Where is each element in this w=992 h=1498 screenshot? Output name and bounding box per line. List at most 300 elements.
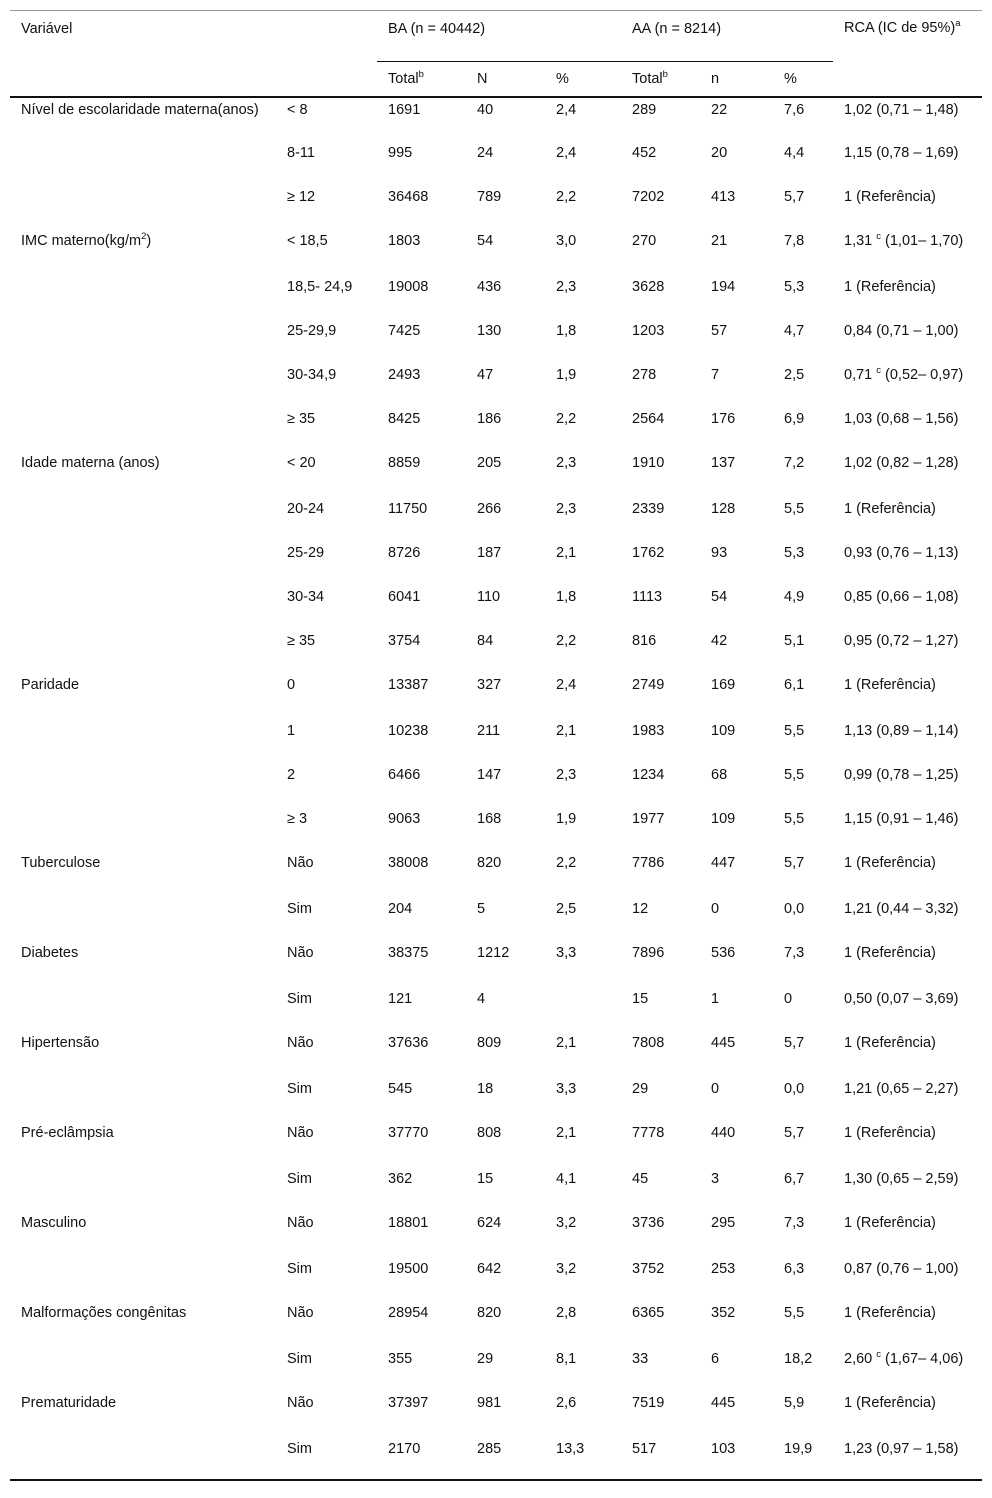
cell-ba-pct: 1,8 (556, 322, 577, 339)
cell-aa-pct: 6,7 (784, 1170, 805, 1187)
cell-ba-n: 820 (477, 854, 502, 871)
cell-aa-total: 3628 (632, 278, 665, 295)
cell-aa-n: 54 (711, 588, 728, 605)
rca-text: (1,67– 4,06) (881, 1350, 964, 1367)
cell-ba-total: 18801 (388, 1214, 429, 1231)
cell-ba-pct: 3,2 (556, 1260, 577, 1277)
cell-ba-pct: 2,1 (556, 1124, 577, 1141)
cell-aa-pct: 7,2 (784, 454, 805, 471)
cell-ba-total: 355 (388, 1350, 413, 1367)
cell-aa-total: 1910 (632, 454, 665, 471)
header-aa-total-text: Total (632, 71, 663, 87)
cell-aa-total: 278 (632, 366, 657, 383)
cell-aa-n: 445 (711, 1034, 736, 1051)
header-aa-total (621, 62, 700, 97)
cell-category: < 8 (287, 101, 308, 118)
cell-ba-n: 266 (477, 500, 502, 517)
cell-rca (833, 541, 982, 585)
rca-text: 0,85 (0,66 – 1,08) (844, 588, 959, 605)
cell-variable (10, 1437, 276, 1480)
cell-category: Não (287, 1124, 314, 1141)
cell-ba-total: 3754 (388, 632, 421, 649)
variable-text: Diabetes (21, 944, 79, 961)
cell-aa-total: 816 (632, 632, 657, 649)
cell-variable (10, 1167, 276, 1211)
cell-aa-n: 128 (711, 500, 736, 517)
cell-ba-n: 187 (477, 544, 502, 561)
rca-text: 1 (Referência) (844, 278, 936, 295)
cell-aa-n: 68 (711, 766, 728, 783)
cell-category: 25-29,9 (287, 322, 337, 339)
rca-text: 0,99 (0,78 – 1,25) (844, 766, 959, 783)
rca-sup: c (876, 230, 881, 242)
rca-text: 1 (Referência) (844, 854, 936, 871)
cell-variable (10, 497, 276, 541)
cell-ba-pct: 1,9 (556, 366, 577, 383)
cell-variable (10, 585, 276, 629)
cell-aa-total: 452 (632, 144, 657, 161)
cell-aa-total: 7778 (632, 1124, 665, 1141)
cell-aa-total: 1203 (632, 322, 665, 339)
cell-aa-n: 6 (711, 1350, 720, 1367)
cell-ba-total: 37636 (388, 1034, 429, 1051)
cell-rca (833, 807, 982, 851)
cell-aa-n: 57 (711, 322, 728, 339)
table-row (10, 1121, 982, 1167)
rca-value: 1,31 (844, 232, 877, 249)
cell-category: 1 (287, 722, 296, 739)
cell-aa-n: 440 (711, 1124, 736, 1141)
cell-aa-pct: 5,7 (784, 188, 805, 205)
cell-ba-pct: 2,1 (556, 1034, 577, 1051)
variable-text: IMC materno(kg/m (21, 232, 142, 249)
header-aa-pct: % (773, 62, 833, 97)
cell-ba-n: 186 (477, 410, 502, 427)
cell-category: Não (287, 1394, 314, 1411)
cell-aa-pct: 7,6 (784, 101, 805, 118)
cell-rca (833, 629, 982, 673)
cell-ba-pct: 1,8 (556, 588, 577, 605)
cell-rca (833, 719, 982, 763)
header-rca (833, 11, 982, 97)
cell-category: Não (287, 854, 314, 871)
table-row (10, 1301, 982, 1347)
cell-aa-pct: 6,9 (784, 410, 805, 427)
cell-ba-total: 6466 (388, 766, 421, 783)
table-container (10, 10, 982, 1481)
rca-text: 1 (Referência) (844, 1124, 936, 1141)
cell-ba-pct: 2,3 (556, 766, 577, 783)
cell-category: < 18,5 (287, 232, 328, 249)
cell-ba-pct: 13,3 (545, 1437, 621, 1480)
data-table (10, 10, 982, 1481)
cell-aa-n: 42 (711, 632, 728, 649)
cell-rca (833, 141, 982, 185)
rca-text: 0,87 (0,76 – 1,00) (844, 1260, 959, 1277)
cell-variable (10, 763, 276, 807)
cell-category: Sim (287, 990, 312, 1007)
cell-variable (10, 807, 276, 851)
header-blank-2 (276, 62, 377, 97)
cell-aa-pct: 5,9 (784, 1394, 805, 1411)
variable-text: Tuberculose (21, 854, 101, 871)
table-row (10, 1391, 982, 1437)
cell-aa-n: 0 (711, 900, 720, 917)
cell-ba-n: 809 (477, 1034, 502, 1051)
cell-aa-total: 7808 (632, 1034, 665, 1051)
table-row (10, 451, 982, 497)
cell-ba-pct: 2,4 (556, 676, 577, 693)
table-row (10, 1167, 982, 1211)
variable-text: Pré-eclâmpsia (21, 1124, 114, 1141)
rca-text: 1,02 (0,71 – 1,48) (844, 101, 959, 118)
cell-rca (833, 363, 982, 407)
cell-variable (10, 897, 276, 941)
cell-category: Sim (276, 1437, 377, 1480)
cell-rca (833, 897, 982, 941)
cell-ba-n: 642 (477, 1260, 502, 1277)
header-ba-pct: % (545, 62, 621, 97)
cell-rca (833, 1347, 982, 1391)
cell-category: 8-11 (287, 144, 315, 161)
cell-category: 18,5- 24,9 (287, 278, 353, 295)
cell-ba-pct: 1,9 (556, 810, 577, 827)
cell-ba-n: 168 (477, 810, 502, 827)
cell-variable (10, 1077, 276, 1121)
table-row (10, 497, 982, 541)
cell-ba-pct: 2,2 (556, 188, 577, 205)
cell-variable (10, 319, 276, 363)
header-ba-total-sup: b (418, 69, 424, 80)
cell-rca (833, 941, 982, 987)
cell-aa-total: 7786 (632, 854, 665, 871)
table-row (10, 185, 982, 229)
cell-rca (833, 1167, 982, 1211)
cell-variable (10, 851, 276, 897)
cell-rca (833, 851, 982, 897)
cell-variable (10, 363, 276, 407)
cell-variable (10, 1301, 276, 1347)
cell-ba-n: 29 (477, 1350, 494, 1367)
cell-aa-pct: 0,0 (784, 1080, 805, 1097)
cell-ba-total: 7425 (388, 322, 421, 339)
cell-aa-total: 1977 (632, 810, 665, 827)
cell-aa-n: 194 (711, 278, 736, 295)
table-row (10, 319, 982, 363)
header-aa-total-sup: b (662, 69, 668, 80)
cell-aa-total: 270 (632, 232, 657, 249)
cell-ba-pct: 2,8 (556, 1304, 577, 1321)
cell-aa-n: 176 (711, 410, 736, 427)
cell-aa-n: 103 (700, 1437, 773, 1480)
cell-aa-pct: 4,4 (784, 144, 805, 161)
rca-sup: c (876, 364, 881, 376)
cell-aa-n: 137 (711, 454, 736, 471)
cell-variable (10, 1211, 276, 1257)
cell-aa-total: 7896 (632, 944, 665, 961)
cell-category: Sim (287, 1350, 312, 1367)
cell-category: Não (287, 944, 314, 961)
cell-variable (10, 97, 276, 141)
table-row (10, 541, 982, 585)
cell-rca (833, 1031, 982, 1077)
rca-text: 1,23 (0,97 – 1,58) (844, 1440, 959, 1457)
cell-rca (833, 585, 982, 629)
table-row (10, 97, 982, 141)
cell-ba-pct: 3,0 (556, 232, 577, 249)
table-row (10, 407, 982, 451)
cell-aa-total: 29 (632, 1080, 649, 1097)
cell-aa-pct: 2,5 (784, 366, 805, 383)
cell-ba-total: 9063 (388, 810, 421, 827)
cell-variable (10, 1031, 276, 1077)
table-body (10, 97, 982, 1480)
cell-aa-total: 7202 (632, 188, 665, 205)
cell-category: Sim (287, 900, 312, 917)
cell-ba-n: 40 (477, 101, 494, 118)
cell-ba-total: 19008 (388, 278, 429, 295)
cell-variable (10, 451, 276, 497)
cell-aa-n: 295 (711, 1214, 736, 1231)
cell-rca (833, 1077, 982, 1121)
rca-text: 0,84 (0,71 – 1,00) (844, 322, 959, 339)
table-row (10, 141, 982, 185)
cell-ba-n: 84 (477, 632, 494, 649)
cell-aa-n: 109 (711, 722, 736, 739)
cell-category: 30-34,9 (287, 366, 337, 383)
table-row (10, 229, 982, 275)
cell-aa-n: 93 (711, 544, 728, 561)
rca-text: 1,15 (0,91 – 1,46) (844, 810, 959, 827)
cell-aa-pct: 5,5 (784, 1304, 805, 1321)
cell-rca (833, 185, 982, 229)
rca-text: 1 (Referência) (844, 676, 936, 693)
table-row (10, 1347, 982, 1391)
table-row (10, 1077, 982, 1121)
cell-rca (833, 497, 982, 541)
table-row (10, 275, 982, 319)
cell-variable (10, 719, 276, 763)
table-row (10, 897, 982, 941)
cell-rca (833, 1211, 982, 1257)
cell-rca (833, 987, 982, 1031)
cell-aa-n: 22 (711, 101, 728, 118)
cell-ba-n: 1212 (477, 944, 510, 961)
cell-variable (10, 941, 276, 987)
cell-aa-pct: 18,2 (784, 1350, 813, 1367)
cell-variable (10, 407, 276, 451)
cell-aa-pct: 6,3 (784, 1260, 805, 1277)
table-row (10, 363, 982, 407)
header-aa: AA (n = 8214) (621, 11, 833, 62)
cell-ba-n: 15 (477, 1170, 494, 1187)
cell-ba-n: 147 (477, 766, 502, 783)
cell-aa-n: 7 (711, 366, 720, 383)
cell-aa-n: 21 (711, 232, 728, 249)
cell-rca (833, 1257, 982, 1301)
cell-category: < 20 (287, 454, 316, 471)
cell-aa-pct: 5,5 (784, 500, 805, 517)
cell-ba-total: 8425 (388, 410, 421, 427)
cell-ba-total: 8726 (388, 544, 421, 561)
cell-ba-total: 2170 (377, 1437, 466, 1480)
cell-aa-pct: 0 (784, 990, 793, 1007)
cell-ba-pct: 2,6 (556, 1394, 577, 1411)
cell-aa-total: 45 (632, 1170, 649, 1187)
cell-ba-total: 10238 (388, 722, 429, 739)
cell-aa-total: 3736 (632, 1214, 665, 1231)
rca-text: 0,93 (0,76 – 1,13) (844, 544, 959, 561)
cell-aa-n: 0 (711, 1080, 720, 1097)
cell-aa-pct: 5,5 (784, 722, 805, 739)
cell-aa-total: 1983 (632, 722, 665, 739)
cell-ba-total: 8859 (388, 454, 421, 471)
cell-ba-n: 130 (477, 322, 502, 339)
cell-category: 0 (287, 676, 296, 693)
cell-ba-total: 36468 (388, 188, 429, 205)
cell-aa-pct: 5,7 (784, 1034, 805, 1051)
cell-variable (10, 541, 276, 585)
rca-text: 1,03 (0,68 – 1,56) (844, 410, 959, 427)
cell-ba-total: 995 (388, 144, 413, 161)
cell-aa-n: 253 (711, 1260, 736, 1277)
cell-category: Não (287, 1034, 314, 1051)
cell-category: ≥ 12 (287, 188, 316, 205)
rca-text: 0,95 (0,72 – 1,27) (844, 632, 959, 649)
header-variavel: Variável (10, 11, 276, 62)
cell-aa-total: 12 (632, 900, 649, 917)
rca-text: 1,13 (0,89 – 1,14) (844, 722, 959, 739)
cell-ba-pct: 2,3 (556, 500, 577, 517)
table-row (10, 763, 982, 807)
cell-ba-pct: 2,2 (556, 632, 577, 649)
cell-ba-n: 624 (477, 1214, 502, 1231)
rca-text: 1 (Referência) (844, 188, 936, 205)
cell-ba-n: 808 (477, 1124, 502, 1141)
variable-tail: ) (146, 232, 152, 249)
cell-rca (833, 451, 982, 497)
cell-ba-pct: 2,3 (556, 278, 577, 295)
rca-text: 1,21 (0,65 – 2,27) (844, 1080, 959, 1097)
cell-ba-total: 11750 (388, 500, 428, 517)
table-row (10, 719, 982, 763)
cell-ba-n: 820 (477, 1304, 502, 1321)
cell-ba-n: 54 (477, 232, 494, 249)
rca-text: 1 (Referência) (844, 500, 936, 517)
table-row (10, 585, 982, 629)
cell-rca (833, 673, 982, 719)
cell-aa-n: 169 (711, 676, 736, 693)
cell-ba-n: 18 (477, 1080, 494, 1097)
cell-aa-n: 1 (711, 990, 720, 1007)
cell-variable (10, 1121, 276, 1167)
cell-ba-pct: 3,3 (556, 1080, 577, 1097)
cell-aa-total: 1234 (632, 766, 665, 783)
cell-ba-pct: 3,2 (556, 1214, 577, 1231)
cell-ba-pct (545, 987, 621, 1031)
cell-ba-pct: 2,4 (556, 144, 577, 161)
cell-aa-total: 15 (632, 990, 649, 1007)
header-rca-sup: a (955, 18, 961, 29)
cell-ba-n: 327 (477, 676, 502, 693)
cell-category: ≥ 3 (287, 810, 308, 827)
cell-ba-pct: 2,5 (556, 900, 577, 917)
header-rca-text: RCA (IC de 95%) (844, 20, 956, 36)
rca-text: 1 (Referência) (844, 1214, 936, 1231)
cell-ba-pct: 2,3 (556, 454, 577, 471)
cell-category: Sim (287, 1260, 312, 1277)
cell-aa-pct: 7,3 (784, 1214, 805, 1231)
cell-category: 2 (287, 766, 296, 783)
table-row (10, 629, 982, 673)
cell-variable (10, 673, 276, 719)
cell-ba-total: 38008 (388, 854, 429, 871)
cell-ba-total: 19500 (388, 1260, 429, 1277)
cell-category: ≥ 35 (287, 632, 316, 649)
cell-aa-n: 3 (711, 1170, 720, 1187)
cell-category: Sim (287, 1080, 312, 1097)
cell-ba-pct: 8,1 (556, 1350, 577, 1367)
rca-text: 1 (Referência) (844, 1304, 936, 1321)
cell-ba-n: 4 (477, 990, 486, 1007)
header-row-1 (10, 11, 982, 62)
rca-value: 2,60 (844, 1350, 877, 1367)
cell-ba-total: 28954 (388, 1304, 429, 1321)
cell-aa-total: 1762 (632, 544, 665, 561)
cell-aa-pct: 5,5 (784, 810, 805, 827)
cell-ba-n: 285 (466, 1437, 545, 1480)
cell-ba-n: 789 (477, 188, 502, 205)
table-row (10, 807, 982, 851)
cell-aa-pct: 19,9 (773, 1437, 833, 1480)
cell-ba-total: 1803 (388, 232, 421, 249)
cell-ba-n: 47 (477, 366, 494, 383)
header-category (276, 11, 377, 62)
cell-aa-total: 3752 (632, 1260, 665, 1277)
cell-category: 25-29 (287, 544, 325, 561)
cell-ba-pct: 2,2 (556, 410, 577, 427)
cell-ba-pct: 2,1 (556, 544, 577, 561)
variable-text: Idade materna (anos) (21, 454, 160, 471)
cell-aa-total: 2749 (632, 676, 665, 693)
cell-ba-n: 211 (477, 722, 501, 739)
cell-ba-n: 110 (477, 588, 501, 605)
cell-ba-total: 37770 (388, 1124, 429, 1141)
cell-category: ≥ 35 (287, 410, 316, 427)
cell-rca (833, 1391, 982, 1437)
cell-ba-total: 1691 (388, 101, 421, 118)
cell-aa-total: 2564 (632, 410, 665, 427)
table-row (10, 673, 982, 719)
header-ba-total (377, 62, 466, 97)
table-row (10, 1437, 982, 1480)
rca-text: 1 (Referência) (844, 944, 936, 961)
cell-aa-pct: 7,3 (784, 944, 805, 961)
cell-category: 30-34 (287, 588, 325, 605)
variable-text: Malformações congênitas (21, 1304, 187, 1321)
cell-ba-total: 204 (388, 900, 413, 917)
rca-text: (1,01– 1,70) (881, 232, 964, 249)
cell-ba-pct: 3,3 (556, 944, 577, 961)
cell-aa-pct: 5,1 (784, 632, 805, 649)
cell-rca (833, 319, 982, 363)
cell-rca (833, 1121, 982, 1167)
cell-aa-n: 109 (711, 810, 736, 827)
cell-aa-total: 517 (621, 1437, 700, 1480)
table-row (10, 987, 982, 1031)
cell-ba-total: 362 (388, 1170, 413, 1187)
cell-aa-n: 413 (711, 188, 736, 205)
